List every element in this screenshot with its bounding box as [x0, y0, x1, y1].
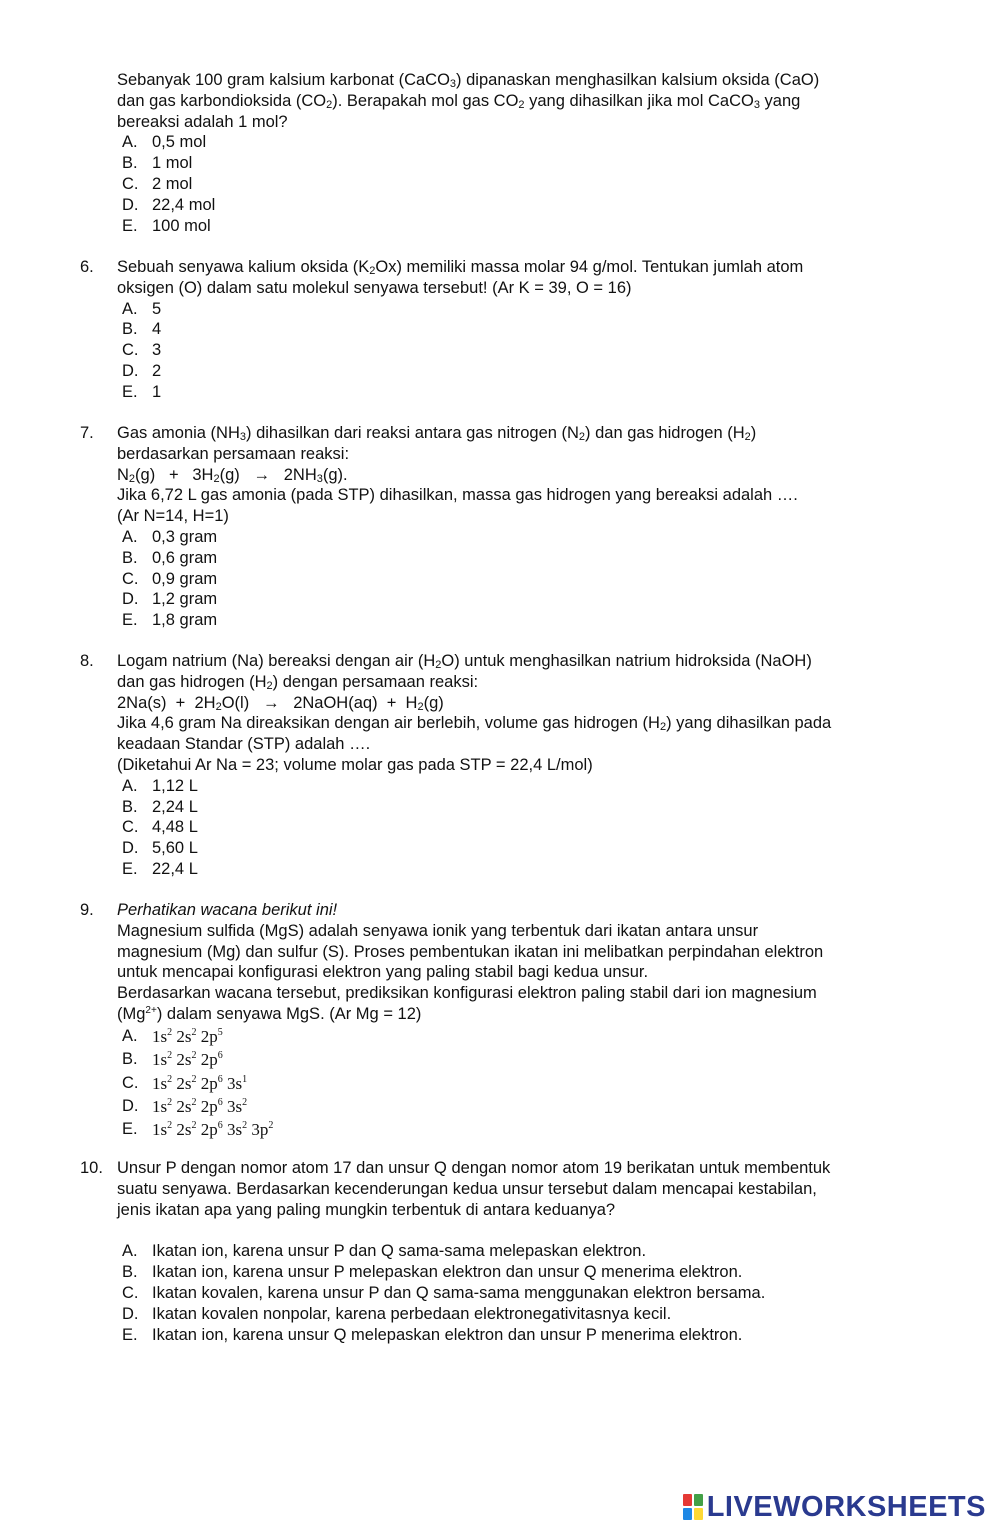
question-8-options: [117, 776, 920, 880]
question-5-line-3: bereaksi adalah 1 mol?: [117, 112, 288, 131]
option-b[interactable]: B. 2,24 L: [122, 797, 198, 816]
logo-square-icon: [683, 1508, 692, 1520]
question-8-line-6: (Diketahui Ar Na = 23; volume molar gas pada STP = 22,4 L/mol): [117, 755, 593, 774]
question-5: [80, 70, 920, 236]
option-a[interactable]: A. 0,3 gram: [122, 527, 218, 546]
question-9-line-3: untuk mencapai konfigurasi elektron yang paling stabil bagi kedua unsur.: [117, 963, 649, 982]
electron-configuration: $1s^2$ $2s^2$ $2p^5$: [152, 1026, 223, 1046]
option-d[interactable]: D. $1s^2$ $2s^2$ $2p^6$ $3s^2$: [122, 1095, 920, 1118]
question-9-line-5: $(Mg^{2+})$ dalam senyawa MgS. (Ar Mg = 12): [117, 1004, 422, 1023]
question-5-body: [117, 70, 920, 236]
question-5-line-1: Sebanyak 100 gram kalsium karbonat (CaCO$_3$) dipanaskan menghasilkan kalsium oksida (CaO): [117, 71, 820, 90]
option-e[interactable]: E. 1: [122, 382, 162, 401]
question-7-line-4: Jika 6,72 L gas amonia (pada STP) dihasilkan, massa gas hidrogen yang bereaksi adalah ….: [117, 486, 798, 505]
logo-square-icon: [683, 1494, 692, 1506]
question-10-line-1: Unsur P dengan nomor atom 17 dan unsur Q dengan nomor atom 19 berikatan untuk membentuk: [117, 1159, 831, 1177]
option-d[interactable]: D. 2: [122, 361, 162, 380]
question-8-line-2: dan gas hidrogen $(H_2)$ dengan persamaan reaksi:: [117, 672, 479, 692]
option-c[interactable]: C. 3: [122, 341, 162, 360]
reaction-equation: $N_2(g) + 3H_2(g) \to 2NH_3(g)$.: [117, 465, 348, 485]
option-b[interactable]: B. 4: [122, 320, 162, 339]
question-6-options: [117, 299, 920, 403]
question-10: [80, 1158, 920, 1345]
option-b[interactable]: B. 0,6 gram: [122, 548, 218, 567]
option-d[interactable]: D. 5,60 L: [122, 839, 198, 858]
question-7: [80, 423, 920, 631]
question-7-options: [117, 527, 920, 631]
option-c[interactable]: C. 2 mol: [122, 174, 193, 193]
question-9-body: [117, 900, 920, 1142]
question-10-body: [117, 1158, 920, 1345]
option-b[interactable]: B. $1s^2$ $2s^2$ $2p^6$: [122, 1048, 920, 1071]
option-a[interactable]: A. 1,12 L: [122, 776, 198, 795]
liveworksheets-logo-icon: [683, 1494, 703, 1520]
liveworksheets-logo: [683, 1490, 986, 1523]
question-8-body: [117, 651, 920, 880]
option-c[interactable]: C. $1s^2$ $2s^2$ $2p^6$ $3s^1$: [122, 1072, 920, 1095]
question-9-line-1: Magnesium sulfida (MgS) adalah senyawa ionik yang terbentuk dari ikatan antara unsur: [117, 921, 759, 940]
question-number: 7.: [80, 424, 94, 442]
question-10-line-2: suatu senyawa. Berdasarkan kecenderungan kedua unsur tersebut dalam mencapai kestabilan,: [117, 1179, 817, 1198]
option-e[interactable]: E. 1,8 gram: [122, 611, 218, 630]
question-9-intro: Perhatikan wacana berikut ini!: [117, 901, 338, 919]
question-8-line-4: Jika 4,6 gram Na direaksikan dengan air berlebih, volume gas hidrogen $(H_2)$ yang dihasilkan pada: [117, 714, 832, 734]
option-a[interactable]: A. $1s^2$ $2s^2$ $2p^5$: [122, 1025, 920, 1048]
option-e[interactable]: E. 22,4 L: [122, 859, 198, 878]
option-c[interactable]: C. 0,9 gram: [122, 569, 218, 588]
question-9-line-2: magnesium (Mg) dan sulfur (S). Proses pembentukan ikatan ini melibatkan perpindahan elektron: [117, 942, 824, 961]
question-6-body: [117, 257, 920, 403]
reaction-equation: $2Na(s) + 2H_2O(l)$ → 2NaOH(aq) + $H_2(g)$: [117, 693, 444, 713]
electron-configuration: $1s^2$ $2s^2$ $2p^6$ $3s^2$ $3p^2$: [152, 1120, 274, 1140]
question-7-body: [117, 423, 920, 631]
question-8: [80, 651, 920, 880]
option-c[interactable]: C. 4,48 L: [122, 818, 198, 837]
question-9-line-4: Berdasarkan wacana tersebut, prediksikan konfigurasi elektron paling stabil dari ion magnesium: [117, 984, 817, 1003]
question-7-line-5: (Ar N=14, H=1): [117, 507, 229, 526]
question-10-options: [117, 1241, 920, 1345]
question-6-line-1: Sebuah senyawa kalium oksida $(K_2Ox)$ memiliki massa molar 94 g/mol. Tentukan jumlah atom: [117, 258, 804, 277]
option-a[interactable]: A. 0,5 mol: [122, 133, 207, 152]
question-5-options: [117, 132, 920, 236]
question-7-line-1: Gas amonia $(NH_3)$ dihasilkan dari reaksi antara gas nitrogen $(N_2)$ dan gas hidrogen $(H_2)$: [117, 424, 757, 443]
option-e[interactable]: E. Ikatan ion, karena unsur Q melepaskan elektron dan unsur P menerima elektron.: [122, 1325, 743, 1344]
question-number: 6.: [80, 258, 94, 276]
option-e[interactable]: E. 100 mol: [122, 216, 211, 235]
electron-configuration: $1s^2$ $2s^2$ $2p^6$: [152, 1050, 223, 1070]
option-b[interactable]: B. Ikatan ion, karena unsur P melepaskan elektron dan unsur Q menerima elektron.: [122, 1263, 743, 1282]
question-8-line-1: Logam natrium (Na) bereaksi dengan air $(H_2O)$ untuk menghasilkan natrium hidroksida (NaOH): [117, 652, 812, 671]
option-d[interactable]: D. Ikatan kovalen nonpolar, karena perbedaan elektronegativitasnya kecil.: [122, 1304, 672, 1323]
question-5-line-2: dan gas karbondioksida $(CO_2)$. Berapakah mol gas $CO_2$ yang dihasilkan jika mol CaCO$_3$ yang: [117, 91, 801, 111]
option-c[interactable]: C. Ikatan kovalen, karena unsur P dan Q sama-sama menggunakan elektron bersama.: [122, 1283, 766, 1302]
question-number: 9.: [80, 901, 94, 919]
logo-square-icon: [694, 1508, 703, 1520]
question-6: [80, 257, 920, 403]
option-b[interactable]: B. 1 mol: [122, 154, 193, 173]
option-a[interactable]: A. 5: [122, 299, 162, 318]
option-d[interactable]: D. 22,4 mol: [122, 195, 216, 214]
option-e[interactable]: E. $1s^2$ $2s^2$ $2p^6$ $3s^2$ $3p^2$: [122, 1118, 920, 1141]
question-number: 10.: [80, 1159, 103, 1177]
question-number: 8.: [80, 652, 94, 670]
option-d[interactable]: D. 1,2 gram: [122, 590, 218, 609]
option-a[interactable]: A. Ikatan ion, karena unsur P dan Q sama-sama melepaskan elektron.: [122, 1242, 647, 1261]
question-6-line-2: oksigen (O) dalam satu molekul senyawa tersebut! (Ar K = 39, O = 16): [117, 278, 632, 297]
question-9-options: [117, 1025, 920, 1142]
electron-configuration: $1s^2$ $2s^2$ $2p^6$ $3s^2$: [152, 1097, 248, 1116]
question-7-line-2: berdasarkan persamaan reaksi:: [117, 444, 350, 463]
spacer: [117, 1220, 920, 1241]
electron-configuration: $1s^2$ $2s^2$ $2p^6$ $3s^1$: [152, 1073, 248, 1093]
question-9: [80, 900, 920, 1142]
question-10-line-3: jenis ikatan apa yang paling mungkin terbentuk di antara keduanya?: [117, 1200, 616, 1219]
question-8-line-5: keadaan Standar (STP) adalah ….: [117, 735, 371, 754]
logo-square-icon: [694, 1494, 703, 1506]
liveworksheets-wordmark: LIVEWORKSHEETS: [706, 1490, 986, 1523]
